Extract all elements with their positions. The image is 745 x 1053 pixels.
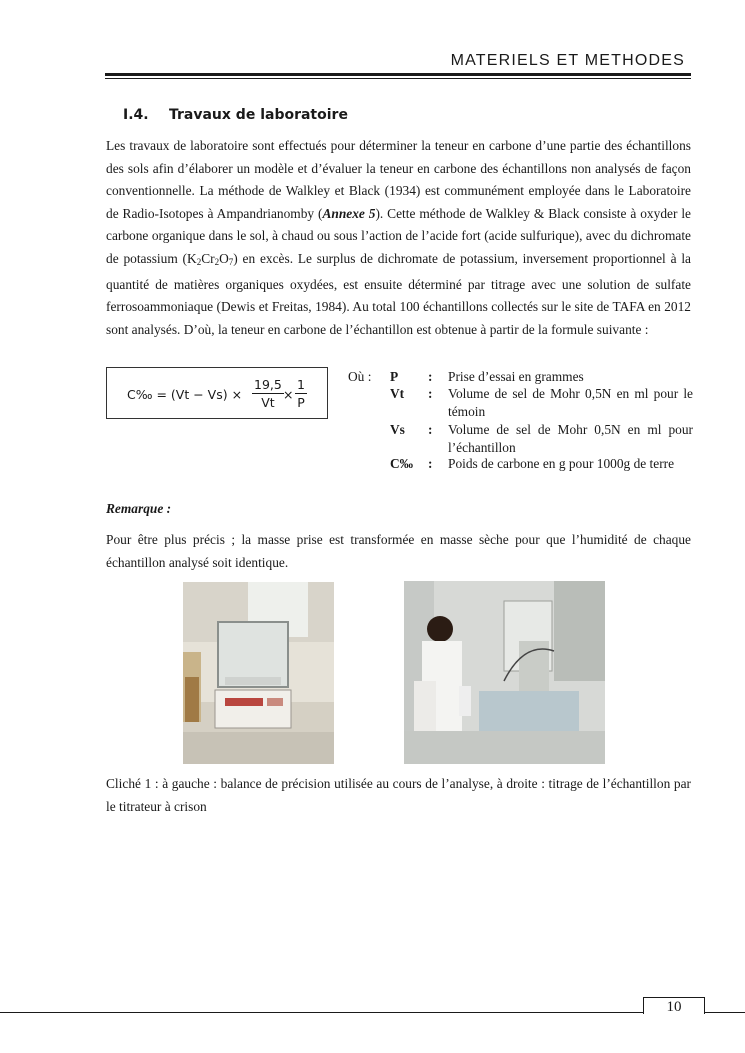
legend-colon: : <box>428 456 433 471</box>
legend-intro: Où : <box>348 369 372 384</box>
legend-definition: Prise d’essai en grammes <box>448 369 584 384</box>
fraction-denominator: P <box>297 395 305 410</box>
annex-reference: Annexe 5 <box>322 205 376 221</box>
legend-symbol: P <box>390 369 399 384</box>
section-number: I.4. <box>123 107 149 123</box>
legend-colon: : <box>428 422 433 437</box>
photo-titration <box>404 581 605 764</box>
header-rule-thin <box>105 78 691 79</box>
subscript-o: 7 <box>228 256 234 267</box>
legend-definition: Volume de sel de Mohr 0,5N en ml pour l’échantillon <box>448 422 693 455</box>
section-heading <box>123 107 348 123</box>
footer-rule <box>0 1012 745 1013</box>
formula-lhs: C‰ = (Vt − Vs) × <box>127 387 243 402</box>
page-number: 10 <box>643 997 705 1014</box>
intro-text-4: O <box>219 250 229 266</box>
fraction-19-5-over-vt <box>252 377 284 412</box>
intro-text-3: Cr <box>201 250 215 266</box>
subscript-k: 2 <box>196 256 202 267</box>
subscript-cr: 2 <box>214 256 220 267</box>
legend-colon: : <box>428 369 433 384</box>
legend-definition: Volume de sel de Mohr 0,5N en ml pour le témoin <box>448 386 693 419</box>
legend-symbol: Vs <box>390 422 405 437</box>
intro-text-1: Les travaux de laboratoire sont effectués pour déterminer la teneur en carbone d’une partie des échantillons des sols afin d’élaborer un modèle et d’évaluer la teneur en carbone des échantillons non analysés de façon conventionnelle. La méthode de Walkley et Black (1934) est communément employée dans le Laboratoire de Radio-Isotopes à Ampandrianomby ( <box>106 138 691 221</box>
formula-box <box>106 367 328 419</box>
legend-definition: Poids de carbone en g pour 1000g de terre <box>448 456 675 471</box>
running-header-title: MATERIELS ET METHODES <box>450 52 685 69</box>
legend-colon: : <box>428 386 433 401</box>
legend-symbol: C‰ <box>390 456 414 471</box>
legend-symbol: Vt <box>390 386 405 401</box>
remarque-label: Remarque : <box>106 501 172 516</box>
fraction-numerator: 1 <box>297 377 305 392</box>
section-title: Travaux de laboratoire <box>169 107 348 123</box>
intro-paragraph <box>106 135 691 341</box>
header-rule-thick <box>105 73 691 76</box>
figure-caption: Cliché 1 : à gauche : balance de précision utilisée au cours de l’analyse, à droite : titrage de l’échantillon par le titrateur à crison <box>106 776 691 814</box>
intro-text-2: ). Cette méthode de Walkley & Black consiste à oxyder le carbone organique dans le sol, à chaud ou sous l’action de l’acide fort (acide sulfurique), avec du dichromate de potassium (K <box>106 205 691 266</box>
times-sign: × <box>283 387 294 402</box>
fraction-1-over-p <box>295 377 307 412</box>
fraction-numerator: 19,5 <box>254 377 282 392</box>
photo-precision-balance <box>183 582 334 764</box>
remarque-paragraph: Pour être plus précis ; la masse prise est transformée en masse sèche pour que l’humidité de chaque échantillon analysé soit identique. <box>106 532 691 570</box>
intro-text-5: ) en excès. Le surplus de dichromate de potassium, inversement proportionnel à la quantité de matières organiques oxydées, est ensuite déterminé par titrage avec une solution de sulfate ferrosoammoniaque (Dewis et Freitas, 1984). Au total 100 échantillons collectés sur le site de TAFA en 2012 sont analysés. D’où, la teneur en carbone de l’échantillon est obtenue à partir de la formule suivante : <box>106 250 691 337</box>
fraction-denominator: Vt <box>261 395 275 410</box>
